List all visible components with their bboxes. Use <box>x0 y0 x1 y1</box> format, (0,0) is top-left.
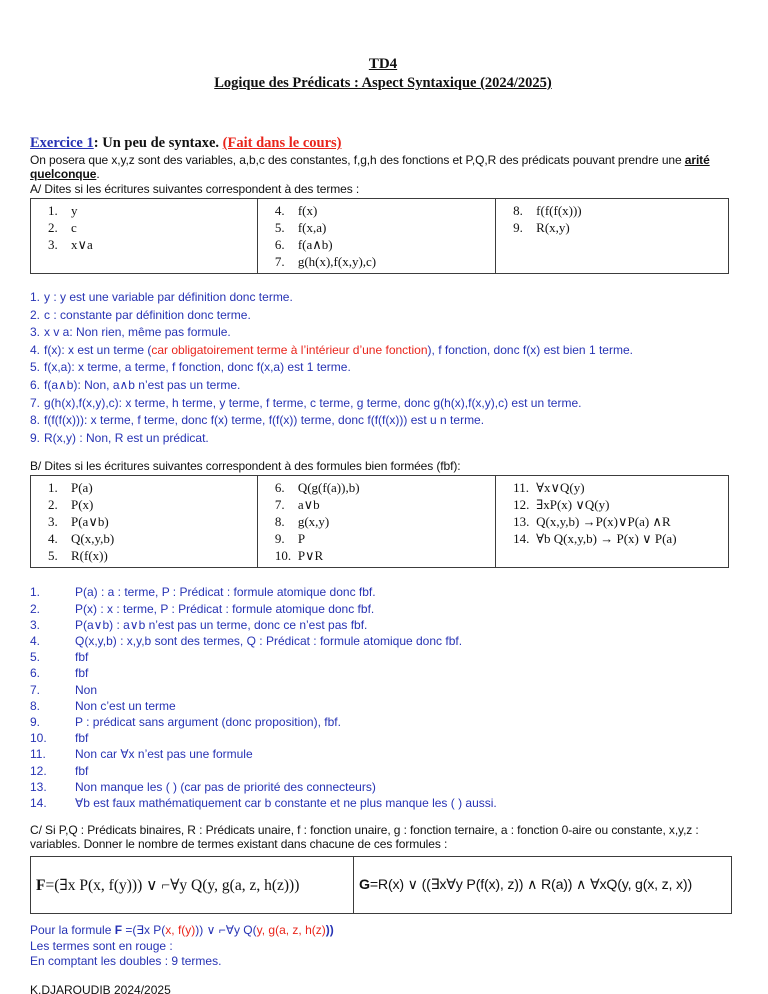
text-segment: f(x) <box>297 203 318 218</box>
answer-line <box>30 779 736 795</box>
formula-g-cell <box>353 857 731 913</box>
intro-period: . <box>96 166 100 181</box>
fbf-item <box>48 530 255 547</box>
term-item <box>513 202 726 219</box>
item-number: 6. <box>274 480 285 496</box>
item-number: 12. <box>30 763 47 778</box>
answer-line <box>30 324 736 342</box>
item-number: 9. <box>513 220 523 235</box>
item-number: 10. <box>274 548 292 564</box>
item-number: 3. <box>48 514 58 530</box>
item-number: 5. <box>274 220 285 235</box>
text-segment: ∀b est faux mathématiquement car b constante et ne plus manque les ( ) aussi. <box>75 795 497 810</box>
text-segment: fbf <box>75 650 89 665</box>
term-item <box>275 202 493 219</box>
text-segment: P : prédicat sans argument (donc proposition), fbf. <box>75 714 341 729</box>
formula-f-body: =(∃x P(x, f(y))) ∨ ⌐∀y Q(y, g(a, z, h(z))) <box>45 876 300 894</box>
doc-title-line2: Logique des Prédicats : Aspect Syntaxique (2024/2025) <box>214 75 552 91</box>
page-content <box>30 0 736 994</box>
item-number: 1. <box>30 585 41 600</box>
text-segment: =(∃x P( <box>125 923 166 938</box>
fbf-item <box>48 479 255 496</box>
answer-line <box>30 730 736 746</box>
answer-line <box>30 633 736 649</box>
fbf-item <box>513 496 726 513</box>
text-segment: P(a) <box>71 480 93 496</box>
formula-f-cell <box>31 857 353 913</box>
item-number: 4. <box>30 633 41 648</box>
item-number: 1. <box>48 203 58 218</box>
text-segment: x v a: Non rien, même pas formule. <box>44 325 231 340</box>
item-number: 4. <box>274 203 285 218</box>
term-item <box>513 219 726 236</box>
text-segment: g(h(x),f(x,y),c) <box>297 254 377 269</box>
answer-line <box>30 617 736 633</box>
term-item <box>275 236 493 253</box>
text-segment: Q(x,y,b) <box>71 531 115 547</box>
item-number: 11. <box>30 747 46 762</box>
item-number: 1. <box>48 480 58 496</box>
text-segment: c <box>71 220 77 235</box>
item-number: 6. <box>30 377 41 392</box>
text-segment: a∨b <box>297 497 320 513</box>
answer-line <box>30 763 736 779</box>
answer-line <box>30 665 736 681</box>
text-segment: P <box>297 531 306 547</box>
item-number: 11. <box>513 480 529 496</box>
item-number: 13. <box>30 779 47 794</box>
text-segment: Non <box>75 682 98 697</box>
fbf-item <box>48 513 255 530</box>
terms-table-col2 <box>257 199 495 273</box>
document-header <box>30 55 736 93</box>
item-number: 8. <box>30 413 41 428</box>
answer-line <box>30 359 736 377</box>
text-segment: f(x): x est un terme ( <box>44 342 152 357</box>
text-segment: P(a) : a : terme, P : Prédicat : formule atomique donc fbf. <box>75 585 376 600</box>
item-number: 5. <box>48 548 58 564</box>
fbf-table-col1 <box>31 476 257 567</box>
formula-g-body: =R(x) ∨ ((∃x∀y P(f(x), z)) ∧ R(a)) ∧ ∀xQ(y, g(x, z, x)) <box>369 877 692 894</box>
answer-line <box>30 746 736 762</box>
fbf-table-col3 <box>495 476 728 567</box>
item-number: 5. <box>30 360 41 375</box>
item-number: 2. <box>30 307 41 322</box>
item-number: 1. <box>30 290 41 304</box>
fbf-item <box>513 530 726 547</box>
text-segment: Q(g(f(a)),b) <box>297 480 360 496</box>
text-segment: Les termes sont en rouge : <box>30 938 173 953</box>
item-number: 13. <box>513 514 530 530</box>
text-segment: fbf <box>75 763 89 778</box>
section-a-answers <box>30 289 736 447</box>
text-segment: P∨R <box>297 548 324 564</box>
answer-line <box>30 412 736 430</box>
item-number: 4. <box>48 531 58 547</box>
text-segment: P(a∨b) <box>71 514 109 530</box>
item-number: 2. <box>48 497 58 513</box>
text-segment: Non c’est un terme <box>75 698 176 713</box>
item-number: 14. <box>513 531 530 547</box>
text-segment: En comptant les doubles : 9 termes. <box>30 954 222 969</box>
text-segment: ), f fonction, donc f(x) est bien 1 terme. <box>427 342 633 357</box>
text-segment: Non car ∀x n’est pas une formule <box>75 747 253 762</box>
text-segment: ∃xP(x) ∨Q(y) <box>536 497 610 513</box>
text-segment: R(f(x)) <box>71 548 108 564</box>
term-item <box>48 236 255 253</box>
term-item <box>275 253 493 270</box>
intro-paragraph <box>30 154 736 181</box>
item-number: 10. <box>30 731 47 746</box>
exercise-colon: : <box>93 135 103 151</box>
item-number: 2. <box>30 601 41 616</box>
answer-line <box>30 601 736 617</box>
text-segment: x, f(y) <box>165 923 196 938</box>
item-number: 7. <box>274 497 285 513</box>
fbf-item <box>275 530 493 547</box>
text-segment: Non manque les ( ) (car pas de priorité des connecteurs) <box>75 779 376 794</box>
text-segment: y : y est une variable par définition donc terme. <box>44 290 293 304</box>
terms-table-col1 <box>31 199 257 273</box>
fbf-item <box>48 547 255 564</box>
text-segment: fbf <box>75 666 89 681</box>
answer-line <box>30 682 736 698</box>
text-segment: car obligatoirement terme à l’intérieur d’une fonction <box>151 342 428 357</box>
item-number: 7. <box>274 254 285 269</box>
answer-line <box>30 430 736 448</box>
section-b-answers <box>30 584 736 811</box>
fbf-item <box>513 479 726 496</box>
formula-g-label: G <box>359 877 370 894</box>
author-footer: K.DJAROUDIB 2024/2025 <box>30 982 171 994</box>
item-number: 7. <box>30 682 41 697</box>
conclusion-block <box>30 923 736 970</box>
text-segment: f(x,a): x terme, a terme, f fonction, donc f(x,a) est 1 terme. <box>44 360 351 375</box>
item-number: 6. <box>30 666 41 681</box>
exercise-label: Exercice 1 <box>30 135 94 151</box>
answer-line <box>30 714 736 730</box>
formula-table <box>30 856 732 914</box>
item-number: 2. <box>48 220 58 235</box>
item-number: 9. <box>30 714 41 729</box>
formula-f-label: F <box>36 876 46 894</box>
fbf-item <box>275 513 493 530</box>
fbf-item <box>275 479 493 496</box>
answer-line <box>30 649 736 665</box>
item-number: 7. <box>30 395 41 410</box>
intro-text: On posera que x,y,z sont des variables, a,b,c des constantes, f,g,h des fonctions et P,Q,R des prédicats pouvant prendre une <box>30 153 685 167</box>
item-number: 3. <box>30 325 41 340</box>
text-segment: f(a∧b) <box>297 237 333 252</box>
answer-line <box>30 342 736 360</box>
section-a-heading: A/ Dites si les écritures suivantes correspondent à des termes : <box>30 182 360 196</box>
text-segment: R(x,y) : Non, R est un prédicat. <box>44 430 209 445</box>
fbf-item <box>275 547 493 564</box>
term-item <box>275 219 493 236</box>
text-segment: ∀x∨Q(y) <box>536 480 585 496</box>
text-segment: Pour la formule <box>30 923 115 938</box>
conclusion-line <box>30 954 736 970</box>
text-segment: F <box>114 923 126 938</box>
text-segment: g(x,y) <box>297 514 330 530</box>
text-segment: P(x) : x : terme, P : Prédicat : formule atomique donc fbf. <box>75 601 375 616</box>
fbf-item <box>48 496 255 513</box>
text-segment: y, g(a, z, h(z) <box>256 923 326 938</box>
fbf-table-col2 <box>257 476 495 567</box>
conclusion-line <box>30 939 736 955</box>
terms-table-col3 <box>495 199 728 273</box>
item-number: 8. <box>30 698 41 713</box>
formula-f <box>36 876 299 895</box>
text-segment: )) ∨ ⌐∀y Q( <box>195 923 257 938</box>
item-number: 9. <box>30 430 41 445</box>
item-number: 4. <box>30 342 41 357</box>
section-b-heading: B/ Dites si les écritures suivantes correspondent à des formules bien formées (fbf): <box>30 459 461 474</box>
term-item <box>48 219 255 236</box>
item-number: 8. <box>513 203 523 218</box>
text-segment: ∀b Q(x,y,b) → P(x) ∨ P(a) <box>536 531 677 547</box>
text-segment: f(a∧b): Non, a∧b n’est pas un terme. <box>44 377 241 392</box>
text-segment: g(h(x),f(x,y),c): x terme, h terme, y terme, f terme, c terme, g terme, donc g(h(x),f(x,y),c) est un terme. <box>44 395 582 410</box>
answer-line <box>30 698 736 714</box>
item-number: 5. <box>30 650 41 665</box>
fbf-item <box>275 496 493 513</box>
answer-line <box>30 584 736 600</box>
text-segment: c : constante par définition donc terme. <box>44 307 251 322</box>
conclusion-line <box>30 923 736 939</box>
fbf-table <box>30 475 729 568</box>
item-number: 6. <box>274 237 285 252</box>
section-c-heading: C/ Si P,Q : Prédicats binaires, R : Prédicats unaire, f : fonction unaire, g : fonction ternaire, a : fonction 0-aire ou constante, x,y,z : variables. Donner le nombre de termes existant dans chacune de ces formules : <box>30 823 699 851</box>
doc-title-line1: TD4 <box>368 56 398 72</box>
answer-line <box>30 289 736 307</box>
text-segment: f(x,a) <box>297 220 327 235</box>
answer-line <box>30 307 736 325</box>
text-segment: y <box>71 203 78 218</box>
text-segment: )) <box>325 923 334 938</box>
intro-term: arité quelconque <box>30 153 710 181</box>
fbf-item <box>513 513 726 530</box>
text-segment: P(x) <box>71 497 94 513</box>
text-segment: f(f(f(x))): x terme, f terme, donc f(x) terme, f(f(x)) terme, donc f(f(f(x))) est u n terme. <box>44 413 485 428</box>
answer-line <box>30 395 736 413</box>
item-number: 9. <box>274 531 285 547</box>
answer-line <box>30 795 736 811</box>
formula-g <box>359 877 692 893</box>
exercise-note: (Fait dans le cours) <box>222 135 342 151</box>
text-segment: P(a∨b) : a∨b n’est pas un terme, donc ce n’est pas fbf. <box>75 617 368 632</box>
terms-table <box>30 198 729 274</box>
item-number: 3. <box>48 237 58 252</box>
text-segment: Q(x,y,b) →P(x)∨P(a) ∧R <box>536 514 671 530</box>
answer-line <box>30 377 736 395</box>
text-segment: Q(x,y,b) : x,y,b sont des termes, Q : Prédicat : formule atomique donc fbf. <box>75 633 463 648</box>
item-number: 12. <box>513 497 530 513</box>
item-number: 14. <box>30 795 47 810</box>
text-segment: R(x,y) <box>536 220 570 235</box>
exercise-heading <box>30 134 736 152</box>
item-number: 8. <box>274 514 285 530</box>
text-segment: x∨a <box>71 237 93 252</box>
term-item <box>48 202 255 219</box>
exercise-title: Un peu de syntaxe. <box>102 135 223 151</box>
text-segment: fbf <box>75 731 89 746</box>
item-number: 3. <box>30 617 41 632</box>
text-segment: f(f(f(x))) <box>536 203 582 218</box>
